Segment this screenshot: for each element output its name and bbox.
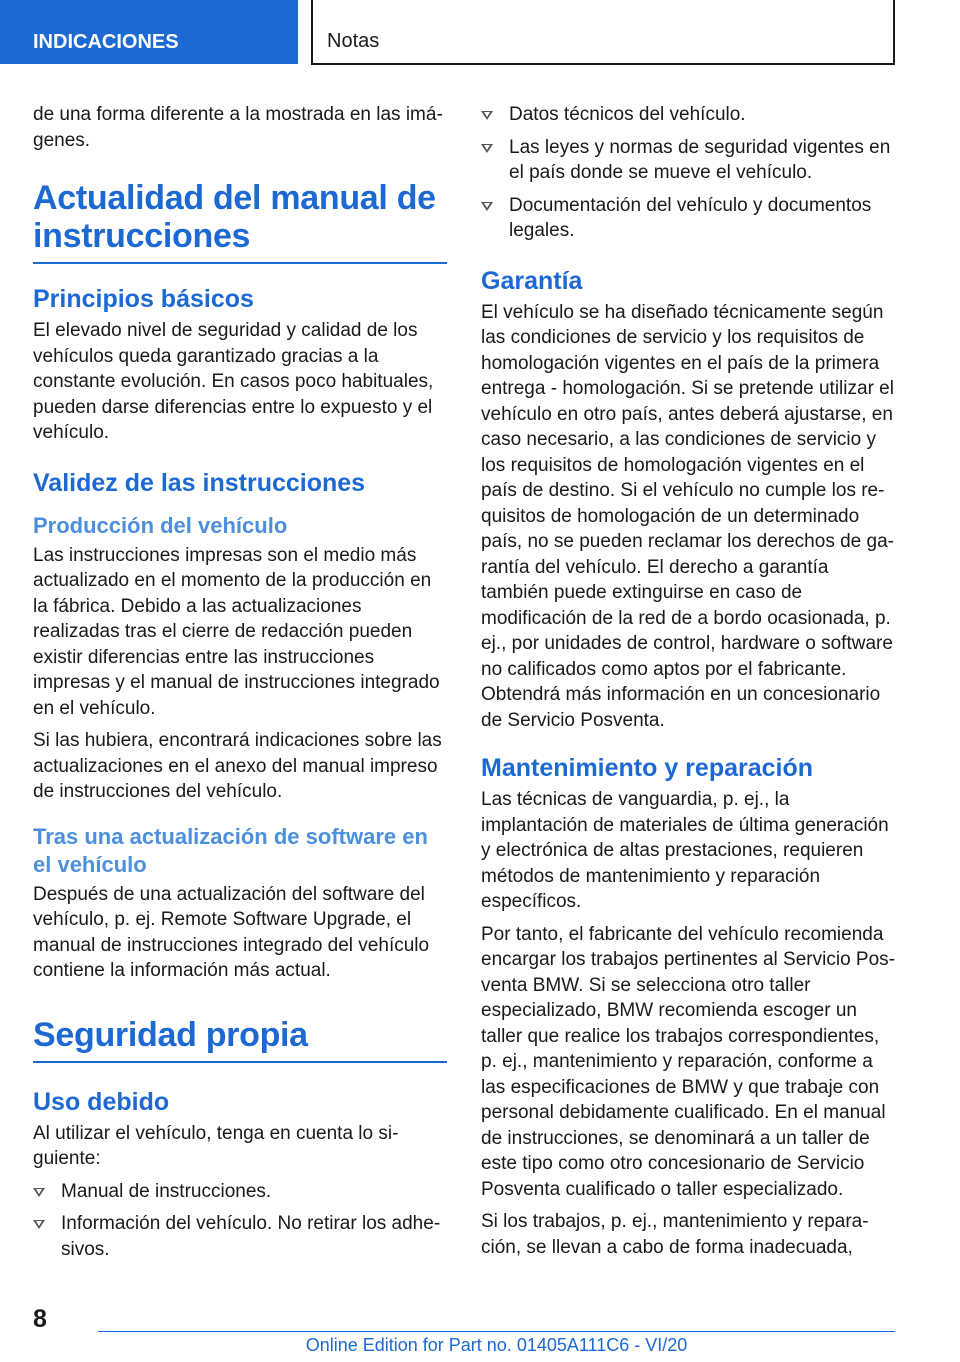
- paragraph-basic-principles: El elevado nivel de seguridad y calidad de los vehículos queda garantizado gracias a la constante evolución. En casos poco habituales, pueden darse diferencias entre lo expuesto y el vehículo.: [33, 320, 434, 443]
- paragraph-maintenance-3: Si los trabajos, p. ej., mantenimiento y reparación, se llevan a cabo de forma inadecuada,: [481, 1211, 869, 1258]
- right-column: [481, 102, 895, 1267]
- notes-tab[interactable]: Notas: [311, 0, 895, 65]
- paragraph-production-1: Las instrucciones impresas son el medio más actualizado en el momento de la producción en la fábrica. Debido a las actualizaciones realizadas tras el cierre de redacción pueden existir diferencias entre las instrucciones impresas y el manual de instrucciones integrado en el vehículo.: [33, 544, 440, 719]
- paragraph-software-update: Después de una actualización del software del vehículo, p. ej. Remote Software Upgrade, el manual de instrucciones integrado del vehículo contiene la información más actual.: [33, 883, 430, 981]
- proper-use-list-continued: [481, 102, 895, 244]
- heading-own-safety: Seguridad propia: [33, 1016, 447, 1063]
- heading-software-update: Tras una actualización de software en el vehículo: [33, 823, 428, 877]
- heading-maintenance: Mantenimiento y reparación: [481, 754, 814, 782]
- list-item: Documentación del vehículo y documentos legales.: [481, 193, 895, 244]
- bullet-triangle-icon: [33, 1220, 45, 1229]
- heading-basic-principles: Principios básicos: [33, 285, 254, 313]
- paragraph-production-2: Si las hubiera, encontrará indicaciones sobre las actualizaciones en el anexo del manual impreso de instrucciones del vehículo.: [33, 730, 442, 802]
- page-number: 8: [33, 1305, 47, 1333]
- heading-instructions-validity: Validez de las instrucciones: [33, 468, 366, 497]
- footer-edition: Online Edition for Part no. 01405A111C6 - VI/20: [305, 1335, 688, 1355]
- list-item: Datos técnicos del vehículo.: [481, 102, 895, 128]
- paragraph-warranty: El vehículo se ha diseñado técnicamente según las condiciones de servicio y los requisitos de homologación vigentes en el país de la primera entrega - homologación. Si se pretende utilizar el vehículo en otro país, antes deberá ajustarse, en caso necesario, a las condiciones de servicio y los requisitos de homologación vigentes en el país de destino. Si el vehículo no cumple los requisitos de homologación de un determinado país, no se pueden reclamar los derechos de garantía del vehículo. El derecho a garantía también puede extinguirse en caso de modificación de la red de a bordo ocasionada, p. ej., por unidades de control, hardware o software no calificados como aptos por el fabricante. Obtendrá más información en un concesionario de Servicio Posventa.: [481, 301, 894, 731]
- left-column: [33, 102, 447, 1269]
- intro-paragraph: de una forma diferente a la mostrada en las imágenes.: [33, 104, 443, 151]
- proper-use-list: [33, 1179, 447, 1263]
- list-item: Manual de instrucciones.: [33, 1179, 447, 1205]
- bullet-triangle-icon: [33, 1188, 45, 1197]
- paragraph-maintenance-2: Por tanto, el fabricante del vehículo recomienda encargar los trabajos pertinentes al Servicio Posventa BMW. Si se selecciona otro taller especializado, BMW recomienda escoger un taller que realice los trabajos correspondientes, p. ej., mantenimiento y reparación, conforme a las especificaciones de BMW y que trabaje con personal debidamente cualificado. En el manual de instrucciones, se denominará a un taller de este tipo como otro concesionario de Servicio Posventa cualificado o taller especializado.: [481, 923, 895, 1200]
- list-item: Información del vehículo. No retirar los adhesivos.: [33, 1211, 447, 1262]
- heading-warranty: Garantía: [481, 266, 583, 295]
- bullet-triangle-icon: [481, 111, 493, 120]
- paragraph-maintenance-1: Las técnicas de vanguardia, p. ej., la implantación de materiales de última generación y electrónica de altas prestaciones, requieren métodos de mantenimiento y reparación específicos.: [481, 789, 889, 912]
- bullet-triangle-icon: [481, 202, 493, 211]
- paragraph-proper-use: Al utilizar el vehículo, tenga en cuenta lo siguiente:: [33, 1122, 399, 1169]
- list-item: Las leyes y normas de seguridad vigentes en el país donde se mueve el vehículo.: [481, 135, 895, 186]
- heading-proper-use: Uso debido: [33, 1087, 170, 1116]
- heading-manual-currency: Actualidad del manual de instrucciones: [33, 179, 447, 264]
- bullet-triangle-icon: [481, 144, 493, 153]
- heading-vehicle-production: Producción del vehículo: [33, 512, 288, 538]
- footer-divider: [98, 1331, 895, 1332]
- section-tab[interactable]: INDICACIONES: [0, 0, 298, 64]
